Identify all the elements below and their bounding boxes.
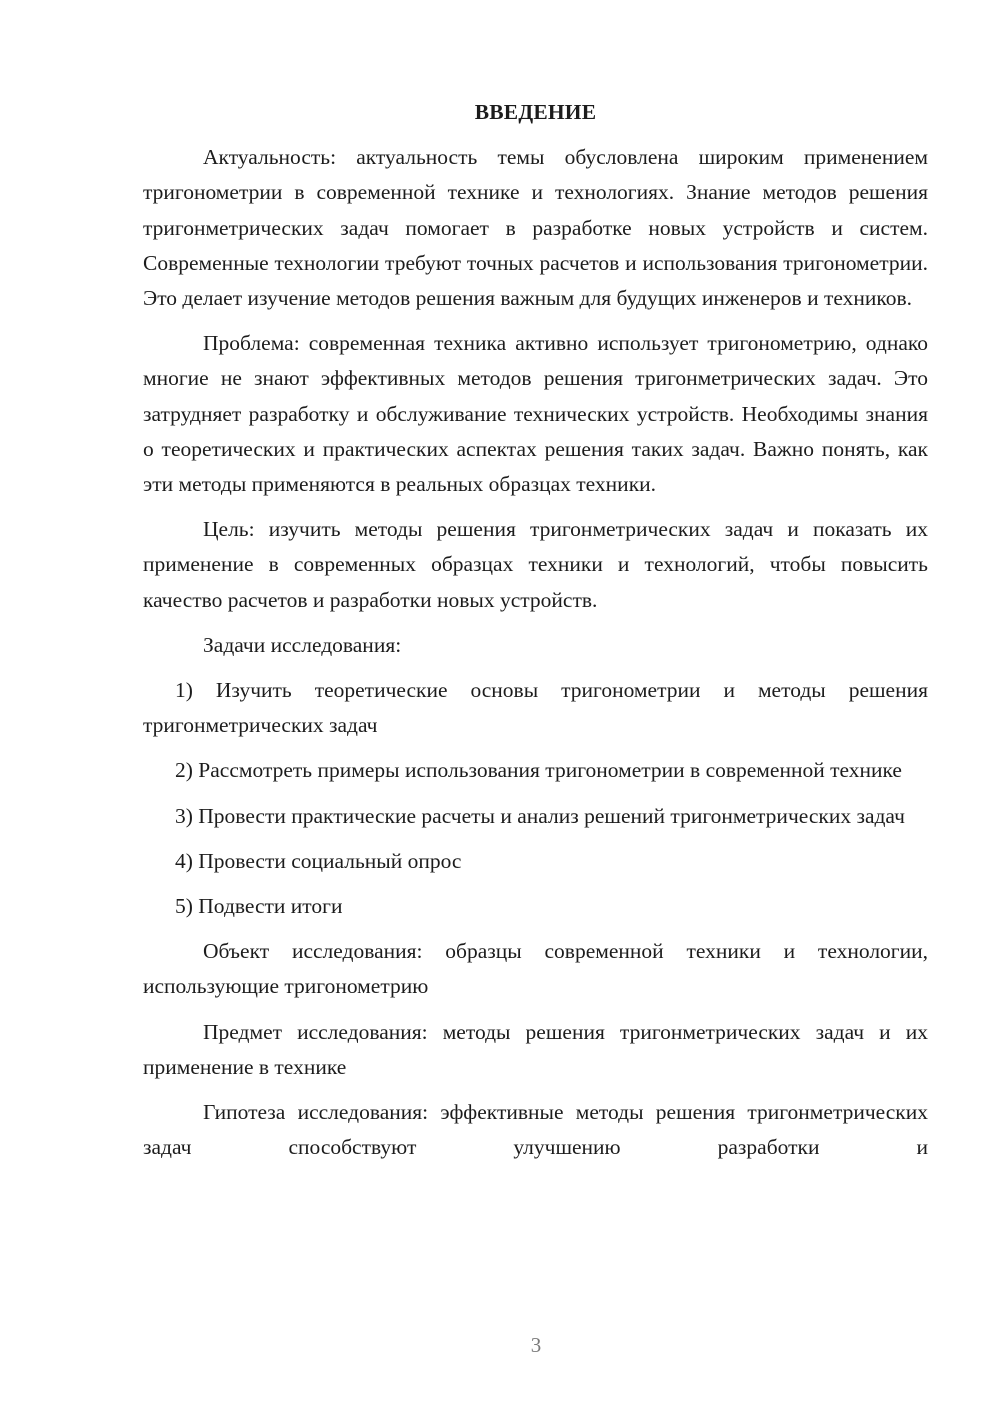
subject-paragraph: Предмет исследования: методы решения тригонметрических задач и их применение в технике — [143, 1019, 928, 1079]
task-item: 4) Провести социальный опрос — [175, 848, 462, 873]
goal-paragraph: Цель: изучить методы решения тригонметрических задач и показать их применение в современных образцах техники и технологий, чтобы повысить качество расчетов и разработки новых устройств. — [143, 517, 928, 612]
object-paragraph: Объект исследования: образцы современной техники и технологии, использующие тригонометрию — [143, 939, 928, 999]
relevance-paragraph: Актуальность: актуальность темы обусловлена широким применением тригонометрии в современной технике и технологиях. Знание методов решения тригонметрических задач помогает в разработке новых устройств и систем. Современные технологии требуют точных расчетов и использования тригонометрии. Это делает изучение методов решения важным для будущих инженеров и техников. — [143, 145, 928, 311]
document-page — [143, 95, 928, 1175]
problem-paragraph: Проблема: современная техника активно использует тригонометрию, однако многие не знают эффективных методов решения тригонметрических задач. Это затрудняет разработку и обслуживание технических устройств. Необходимы знания о теоретических и практических аспектах решения таких задач. Важно понять, как эти методы применяются в реальных образцах техники. — [143, 331, 928, 497]
page-number: 3 — [530, 1333, 542, 1357]
hypothesis-paragraph: Гипотеза исследования: эффективные методы решения тригонметрических задач способствуют улучшению разработки и — [143, 1100, 928, 1160]
section-title: ВВЕДЕНИЕ — [474, 100, 597, 124]
task-item: 1) Изучить теоретические основы тригонометрии и методы решения тригонметрических задач — [143, 678, 928, 738]
task-item: 2) Рассмотреть примеры использования тригонометрии в современной технике — [175, 758, 902, 783]
tasks-heading: Задачи исследования: — [203, 632, 402, 657]
task-item: 5) Подвести итоги — [175, 894, 343, 919]
task-item: 3) Провести практические расчеты и анализ решений тригонметрических задач — [175, 803, 905, 828]
